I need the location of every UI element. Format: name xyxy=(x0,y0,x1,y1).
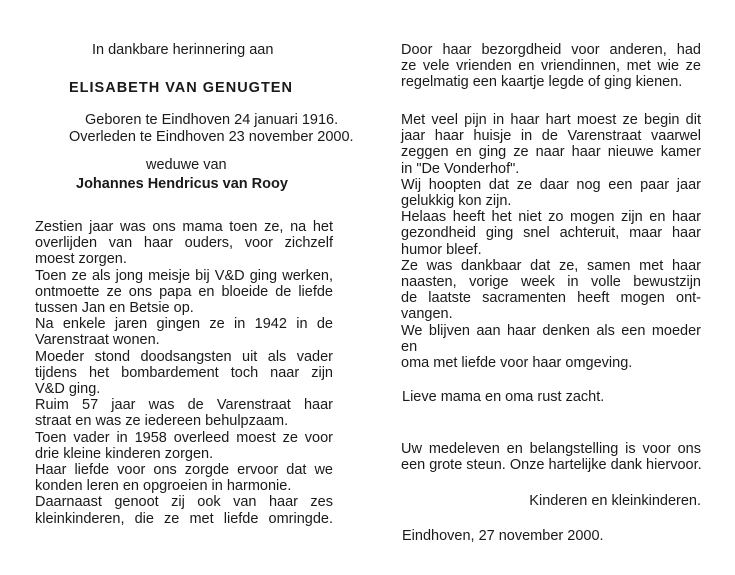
biography-line: overlijden van haar ouders, voor zichzelf xyxy=(35,235,333,252)
paragraph-line: Met veel pijn in haar hart moest ze begin dit xyxy=(401,112,701,128)
biography-line: ontmoette ze ons papa en bloeide de liefde xyxy=(35,283,333,300)
biography-line: Toen vader in 1958 overleed moest ze voor xyxy=(35,429,333,446)
biography-line: drie kleine kinderen zorgen. xyxy=(35,445,214,462)
paragraph-line: regelmatig een kaartje legde of ging kienen. xyxy=(401,74,683,91)
intro-text: In dankbare herinnering aan xyxy=(92,42,274,58)
paragraph-line: oma met liefde voor haar omgeving. xyxy=(401,355,633,372)
biography-line: straat en was ze iedereen behulpzaam. xyxy=(35,413,289,430)
final-years-paragraph xyxy=(401,112,701,371)
paragraph-line: zeggen en ging ze naar haar nieuwe kamer xyxy=(401,144,701,161)
paragraph-line: Helaas heeft het niet zo mogen zijn en haar xyxy=(401,209,701,226)
biography-line: Haar liefde voor ons zorgde ervoor dat we xyxy=(35,462,333,479)
biography-line: Zestien jaar was ons mama toen ze, na het xyxy=(35,219,333,235)
widow-of-label: weduwe van xyxy=(146,157,227,173)
biography-line: tussen Jan en Betsie op. xyxy=(35,300,194,317)
paragraph-line: in "De Vonderhof". xyxy=(401,160,520,177)
biography-line: Na enkele jaren gingen ze in 1942 in de xyxy=(35,316,333,333)
paragraph-line: Ze was dankbaar dat ze, samen met haar xyxy=(401,257,701,274)
paragraph-line: de laatste sacramenten heeft mogen ont- xyxy=(401,290,701,307)
farewell-line: Lieve mama en oma rust zacht. xyxy=(402,389,605,405)
paragraph-line: een grote steun. Onze hartelijke dank hiervoor. xyxy=(401,457,702,474)
birth-line: Geboren te Eindhoven 24 januari 1916. xyxy=(85,112,339,128)
paragraph-line: Wij hoopten dat ze daar nog een paar jaar xyxy=(401,176,701,193)
biography-line: moest zorgen. xyxy=(35,251,127,268)
place-date: Eindhoven, 27 november 2000. xyxy=(402,528,604,544)
paragraph-line: gelukkig kon zijn. xyxy=(401,193,512,210)
husband-name: Johannes Hendricus van Rooy xyxy=(76,176,288,192)
paragraph-line: Door haar bezorgdheid voor anderen, had xyxy=(401,42,701,58)
signature: Kinderen en kleinkinderen. xyxy=(529,493,701,509)
friends-paragraph xyxy=(401,42,701,91)
death-line: Overleden te Eindhoven 23 november 2000. xyxy=(69,129,354,145)
paragraph-line: We blijven aan haar denken als een moeder en xyxy=(401,322,701,355)
paragraph-line: jaar haar huisje in de Varenstraat vaarwel xyxy=(401,128,701,145)
thanks-paragraph xyxy=(401,441,701,473)
paragraph-line: Uw medeleven en belangstelling is voor ons xyxy=(401,441,701,457)
biography-line: kleinkinderen, die ze met liefde omringde. xyxy=(35,510,333,527)
paragraph-line: ze vele vrienden en vriendinnen, met wie ze xyxy=(401,58,701,75)
paragraph-line: gezondheid ging snel achteruit, maar haar xyxy=(401,225,701,242)
biography-line: Ruim 57 jaar was de Varenstraat haar xyxy=(35,397,333,414)
biography-line: konden leren en opgroeien in harmonie. xyxy=(35,478,292,495)
biography-line: Daarnaast genoot zij ook van haar zes xyxy=(35,494,333,511)
biography-line: Moeder stond doodsangsten uit als vader xyxy=(35,348,333,365)
deceased-name: ELISABETH VAN GENUGTEN xyxy=(69,80,293,96)
biography-line: V&D ging. xyxy=(35,381,101,398)
biography-line: Toen ze als jong meisje bij V&D ging werken, xyxy=(35,267,333,284)
biography-line: tijdens het bombardement toch naar zijn xyxy=(35,364,333,381)
paragraph-line: humor bleef. xyxy=(401,241,482,258)
paragraph-line: vangen. xyxy=(401,306,453,323)
biography-line: Varenstraat wonen. xyxy=(35,332,160,349)
paragraph-line: naasten, vorige week in volle bewustzijn xyxy=(401,274,701,291)
biography-text xyxy=(35,219,333,527)
